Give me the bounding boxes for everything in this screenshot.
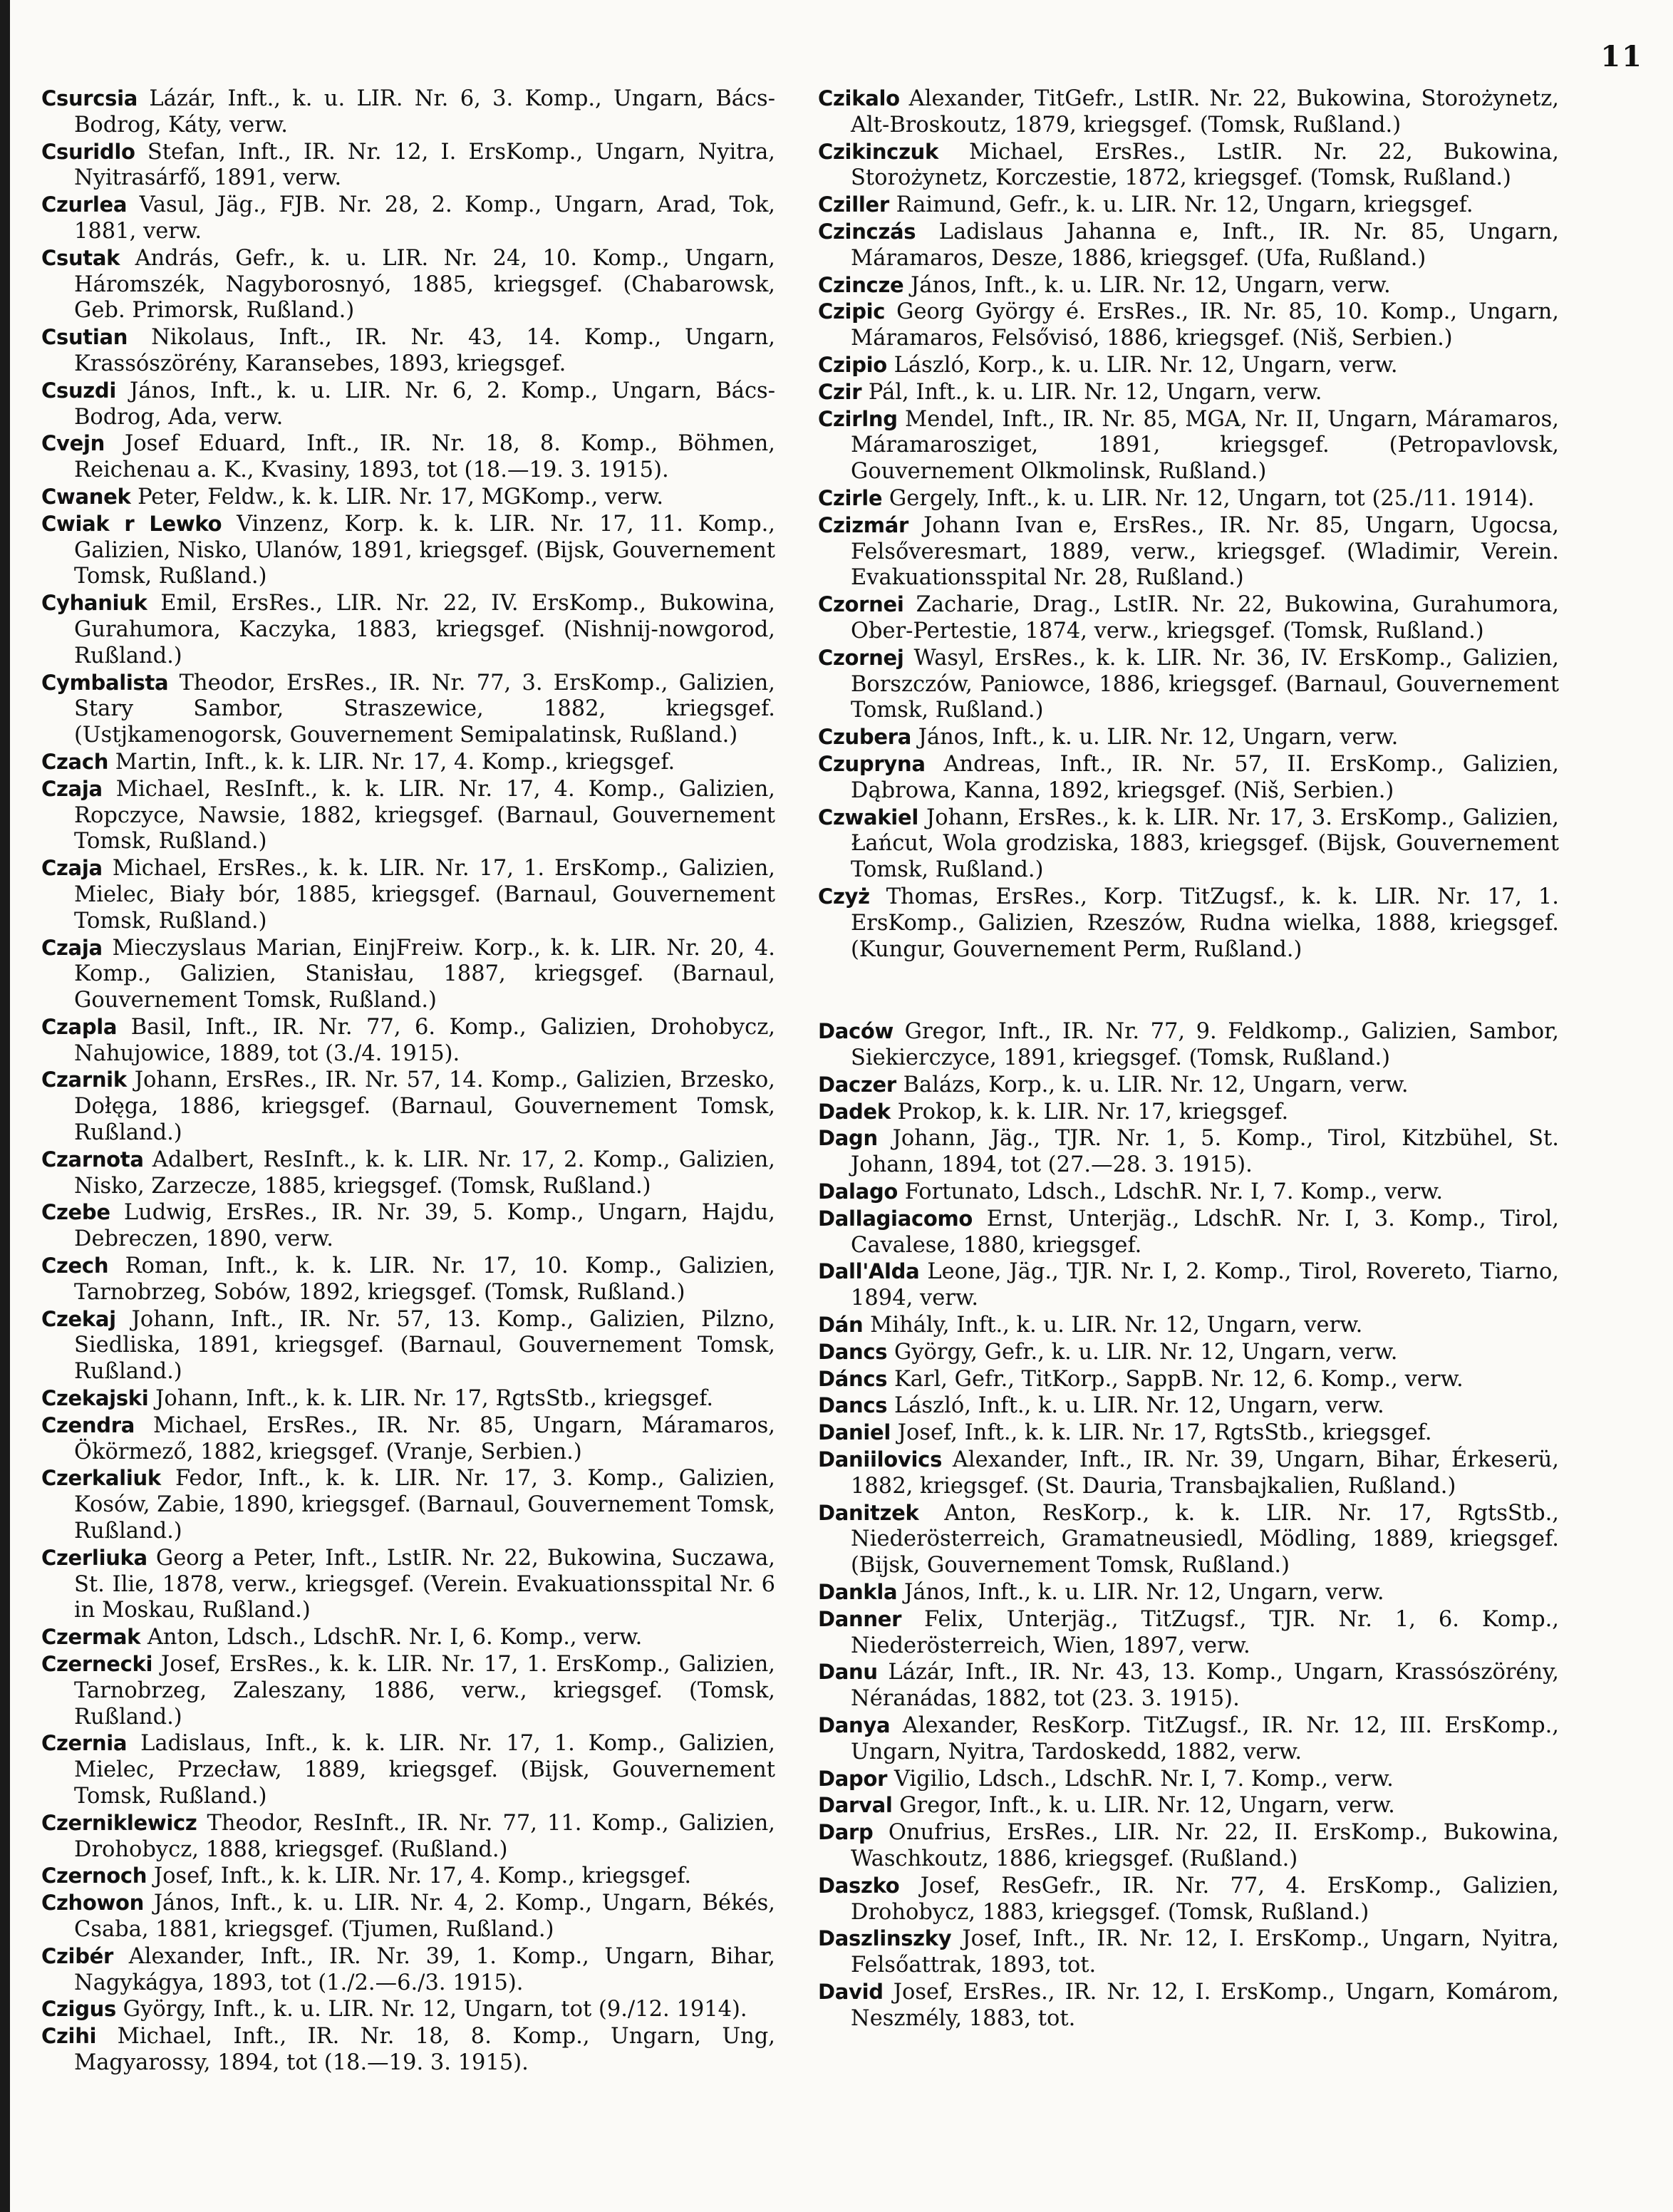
entry-surname: Czekajski [41,1386,149,1411]
entry-surname: Cymbalista [41,670,169,695]
entry-surname: Dagn [818,1126,878,1151]
entry-surname: Danner [818,1606,902,1631]
register-entry [818,1500,1559,1579]
register-entry [41,1306,775,1385]
entry-surname: Czizmár [818,512,908,537]
entry-details: Prokop, k. k. LIR. Nr. 17, kriegsgef. [897,1099,1289,1125]
entry-surname: Cwiak r Lewko [41,511,222,536]
entry-surname: Czendra [41,1412,135,1437]
page-number: 11 [1600,40,1643,73]
entry-details: Mihály, Inft., k. u. LIR. Nr. 12, Ungarn, verw. [870,1313,1363,1338]
entry-surname: Czerkaliuk [41,1466,161,1491]
entry-details: Andreas, Inft., IR. Nr. 57, II. ErsKomp., Galizien, Dąbrowa, Kanna, 1892, kriegsgef. (Niš, Serbien.) [851,751,1559,803]
entry-details: Karl, Gefr., TitKorp., SappB. Nr. 12, 6. Komp., verw. [894,1366,1464,1392]
entry-surname: Czernoch [41,1864,147,1888]
entry-surname: Daniel [818,1420,891,1445]
entry-surname: Daniilovics [818,1447,943,1472]
register-entry [818,1579,1559,1606]
entry-details: Vigilio, Ldsch., LdschR. Nr. I, 7. Komp., verw. [894,1766,1394,1792]
entry-details: György, Gefr., k. u. LIR. Nr. 12, Ungarn, verw. [894,1339,1398,1365]
register-entry [41,324,775,378]
entry-surname: Czincze [818,272,904,297]
register-entry [818,805,1559,884]
section-break [818,963,1559,1018]
entry-details: Lázár, Inft., IR. Nr. 43, 13. Komp., Ungarn, Krassószörény, Néranádas, 1882, tot (23. 3. 1915). [851,1660,1559,1712]
entry-details: Michael, Inft., IR. Nr. 18, 8. Komp., Ungarn, Ung, Magyarossy, 1894, tot (18.—19. 3. 1915). [74,2024,775,2075]
entry-details: Thomas, ErsRes., Korp. TitZugsf., k. k. LIR. Nr. 17, 1. ErsKomp., Galizien, Rzeszów, Rudna wielka, 1888, kriegsgef. (Kungur, Gouvernement Perm, Rußland.) [851,884,1559,962]
entry-details: Peter, Feldw., k. k. LIR. Nr. 17, MGKomp., verw. [138,484,664,510]
entry-surname: Czupryna [818,751,926,776]
register-entry [818,299,1559,352]
entry-surname: Czarnota [41,1147,144,1172]
entry-details: László, Inft., k. u. LIR. Nr. 12, Ungarn, verw. [894,1393,1384,1419]
entry-surname: Csutian [41,325,128,350]
entry-surname: Dán [818,1313,864,1338]
entry-surname: Czigus [41,1997,116,2022]
register-entry [41,192,775,245]
entry-surname: Czornei [818,592,904,617]
entry-details: Michael, ErsRes., LstIR. Nr. 22, Bukowina, Storożynetz, Korczestie, 1872, kriegsgef. (Tomsk, Rußland.) [851,139,1559,191]
register-entry [818,1125,1559,1179]
entry-surname: Dadek [818,1099,891,1124]
entry-surname: Czernia [41,1731,128,1756]
entry-surname: Czernecki [41,1652,153,1677]
register-entry [818,1659,1559,1712]
entry-surname: Csutak [41,245,120,270]
entry-surname: David [818,1979,884,2004]
register-entry [41,1014,775,1068]
entry-surname: Czaja [41,935,103,960]
entry-details: Johann Ivan e, ErsRes., IR. Nr. 85, Ungarn, Ugocsa, Felsőveresmart, 1889, verw., kriegsgef. (Wladimir, Verein. Evakuationsspital Nr. 28, Rußland.) [851,512,1559,591]
register-entry [818,1392,1559,1420]
entry-details: Lázár, Inft., k. u. LIR. Nr. 6, 3. Komp., Ungarn, Bács-Bodrog, Káty, verw. [74,86,775,138]
entry-details: Gregor, Inft., IR. Nr. 77, 9. Feldkomp., Galizien, Sambor, Siekierczyce, 1891, kriegsgef. (Tomsk, Rußland.) [851,1019,1559,1071]
entry-details: Josef, ErsRes., k. k. LIR. Nr. 17, 1. ErsKomp., Galizien, Tarnobrzeg, Zaleszany, 1886, verw., kriegsgef. (Tomsk, Rußland.) [74,1652,775,1730]
entry-surname: Csuzdi [41,378,116,403]
entry-surname: Czwakiel [818,805,918,830]
register-entry [818,751,1559,805]
entry-details: Nikolaus, Inft., IR. Nr. 43, 14. Komp., Ungarn, Krassószörény, Karansebes, 1893, kriegsgef. [74,325,775,376]
entry-surname: Cziller [818,192,889,217]
entry-details: Johann, Inft., k. k. LIR. Nr. 17, RgtsStb., kriegsgef. [155,1386,714,1412]
entry-surname: Dancs [818,1393,888,1418]
register-entry [818,1072,1559,1099]
register-entry [818,1366,1559,1393]
entry-surname: Dankla [818,1580,898,1605]
entry-details: Ladislaus, Inft., k. k. LIR. Nr. 17, 1. Komp., Galizien, Mielec, Przecław, 1889, kriegsgef. (Bijsk, Gouvernement Tomsk, Rußland.) [74,1731,775,1809]
entry-details: Johann, ErsRes., k. k. LIR. Nr. 17, 3. ErsKomp., Galizien, Łańcut, Wola grodziska, 1883, kriegsgef. (Bijsk, Gouvernement Tomsk, Rußland.) [851,805,1559,883]
entry-details: Vasul, Jäg., FJB. Nr. 28, 2. Komp., Ungarn, Arad, Tok, 1881, verw. [74,192,775,244]
entry-details: Georg György é. ErsRes., IR. Nr. 85, 10. Komp., Ungarn, Máramaros, Felsővisó, 1886, kriegsgef. (Niš, Serbien.) [851,299,1559,351]
entry-surname: Daszlinszky [818,1926,952,1951]
register-entry [41,1545,775,1624]
entry-surname: Czarnik [41,1068,127,1092]
entry-surname: Danya [818,1713,891,1738]
register-entry [41,1943,775,1997]
entry-surname: Czerliuka [41,1545,147,1570]
register-entry [41,855,775,934]
entry-surname: Czermak [41,1625,141,1650]
register-entry [41,1385,775,1412]
entry-details: Mendel, Inft., IR. Nr. 85, MGA, Nr. II, Ungarn, Máramaros, Máramarosziget, 1891, kriegsgef. (Petropavlovsk, Gouvernement Olkmolinsk, Rußland.) [851,406,1559,485]
register-entry [818,272,1559,299]
entry-surname: Daców [818,1019,894,1044]
entry-surname: Dapor [818,1766,888,1791]
entry-surname: Danitzek [818,1500,919,1525]
register-entry [818,591,1559,645]
register-entry [41,139,775,192]
register-entry [41,670,775,749]
register-entry [41,1624,775,1651]
entry-surname: Dalago [818,1179,898,1204]
entry-surname: Cwanek [41,484,131,509]
register-entry [41,1730,775,1809]
entry-details: János, Inft., k. u. LIR. Nr. 12, Ungarn, verw. [918,725,1399,750]
entry-surname: Czir [818,379,862,404]
entry-details: Fedor, Inft., k. k. LIR. Nr. 17, 3. Komp., Galizien, Kosów, Zabie, 1890, kriegsgef. (Barnaul, Gouvernement Tomsk, Rußland.) [74,1466,775,1544]
entry-details: Johann, Jäg., TJR. Nr. 1, 5. Komp., Tirol, Kitzbühel, St. Johann, 1894, tot (27.—28. 3. 1915). [851,1126,1559,1178]
entry-details: Roman, Inft., k. k. LIR. Nr. 17, 10. Komp., Galizien, Tarnobrzeg, Sobów, 1892, kriegsgef. (Tomsk, Rußland.) [74,1254,775,1305]
register-entry [41,1253,775,1306]
register-entry [41,1412,775,1466]
entry-details: Ladislaus Jahanna e, Inft., IR. Nr. 85, Ungarn, Máramaros, Desze, 1886, kriegsgef. (Ufa, Rußland.) [851,219,1559,271]
entry-details: Fortunato, Ldsch., LdschR. Nr. I, 7. Komp., verw. [904,1179,1444,1205]
entry-details: Josef Eduard, Inft., IR. Nr. 18, 8. Komp., Böhmen, Reichenau a. K., Kvasiny, 1893, tot (18.—19. 3. 1915). [74,431,776,483]
entry-surname: Darp [818,1820,874,1845]
entry-surname: Dallagiacomo [818,1206,973,1231]
entry-details: Anton, ResKorp., k. k. LIR. Nr. 17, RgtsStb., Niederösterreich, Gramatneusiedl, Mödling, 1889, kriegsgef. (Bijsk, Gouvernement Tomsk, Rußland.) [851,1500,1559,1578]
register-entry [41,590,775,669]
entry-details: Gergely, Inft., k. u. LIR. Nr. 12, Ungarn, tot (25./11. 1914). [889,485,1535,511]
entry-details: Josef, Inft., k. k. LIR. Nr. 17, RgtsStb., kriegsgef. [897,1420,1432,1446]
entry-details: Martin, Inft., k. k. LIR. Nr. 17, 4. Komp., kriegsgef. [115,749,675,775]
entry-surname: Czibér [41,1943,114,1968]
entry-details: Michael, ErsRes., k. k. LIR. Nr. 17, 1. ErsKomp., Galizien, Mielec, Biały bór, 1885, kriegsgef. (Barnaul, Gouvernement Tomsk, Rußland.) [74,856,775,934]
entry-surname: Czebe [41,1200,110,1225]
register-entry [818,406,1559,485]
entry-surname: Csuridlo [41,139,135,164]
register-entry [41,430,775,484]
register-entry [41,1890,775,1943]
register-entry [818,1979,1559,2032]
entry-details: Theodor, ErsRes., IR. Nr. 77, 3. ErsKomp., Galizien, Stary Sambor, Straszewice, 1882, kriegsgef. (Ustjkamenogorsk, Gouvernement Semipalatinsk, Rußland.) [74,670,775,748]
entry-details: Josef, Inft., IR. Nr. 12, I. ErsKomp., Ungarn, Nyitra, Felsőattrak, 1893, tot. [851,1926,1559,1978]
entry-details: László, Korp., k. u. LIR. Nr. 12, Ungarn, verw. [894,352,1398,378]
register-entry [818,352,1559,379]
entry-details: György, Inft., k. u. LIR. Nr. 12, Ungarn, tot (9./12. 1914). [123,1997,747,2022]
register-entry [818,1873,1559,1926]
register-entry [41,1147,775,1200]
entry-details: Alexander, Inft., IR. Nr. 39, Ungarn, Bihar, Érkeserü, 1882, kriegsgef. (St. Dauria, Transbajkalien, Rußland.) [851,1447,1560,1499]
register-entry [818,1420,1559,1447]
entry-details: János, Inft., k. u. LIR. Nr. 4, 2. Komp., Ungarn, Békés, Csaba, 1881, kriegsgef. (Tjumen, Rußland.) [74,1891,775,1942]
entry-surname: Czornej [818,645,904,670]
entry-surname: Czhowon [41,1891,144,1916]
entry-details: Georg a Peter, Inft., LstIR. Nr. 22, Bukowina, Suczawa, St. Ilie, 1878, verw., kriegsgef. (Verein. Evakuationsspital Nr. 6 in Moskau, Rußland.) [74,1545,775,1623]
entry-surname: Dall'Alda [818,1259,920,1284]
entry-surname: Dáncs [818,1366,888,1391]
entry-surname: Danu [818,1660,878,1685]
register-entry [41,776,775,855]
register-entry [818,1339,1559,1366]
register-entry [818,1206,1559,1259]
entry-details: Michael, ErsRes., IR. Nr. 85, Ungarn, Máramaros, Ökörmező, 1882, kriegsgef. (Vranje, Serbien.) [74,1412,775,1464]
entry-surname: Czech [41,1254,109,1278]
entry-details: Vinzenz, Korp. k. k. LIR. Nr. 17, 11. Komp., Galizien, Nisko, Ulanów, 1891, kriegsgef. (Bijsk, Gouvernement Tomsk, Rußland.) [74,511,775,589]
entry-details: Adalbert, ResInft., k. k. LIR. Nr. 17, 2. Komp., Galizien, Nisko, Zarzecze, 1885, kriegsgef. (Tomsk, Rußland.) [74,1147,775,1199]
entry-surname: Daszko [818,1873,900,1898]
register-entry [41,1199,775,1253]
entry-surname: Dancs [818,1339,888,1364]
entry-details: Ernst, Unterjäg., LdschR. Nr. I, 3. Komp., Tirol, Cavalese, 1880, kriegsgef. [851,1206,1560,1258]
entry-details: Stefan, Inft., IR. Nr. 12, I. ErsKomp., Ungarn, Nyitra, Nyitrasárfő, 1891, verw. [74,139,775,191]
entry-details: Ludwig, ErsRes., IR. Nr. 39, 5. Komp., Ungarn, Hajdu, Debreczen, 1890, verw. [74,1200,776,1252]
register-entry [41,1996,775,2023]
entry-details: Alexander, ResKorp. TitZugsf., IR. Nr. 12, III. ErsKomp., Ungarn, Nyitra, Tardoskedd, 1882, verw. [851,1713,1559,1764]
entry-details: Anton, Ldsch., LdschR. Nr. I, 6. Komp., verw. [147,1625,643,1650]
entry-surname: Czurlea [41,192,128,217]
entry-details: János, Inft., k. u. LIR. Nr. 12, Ungarn, verw. [904,1580,1384,1606]
entry-surname: Czaja [41,776,103,801]
entry-details: János, Inft., k. u. LIR. Nr. 12, Ungarn, verw. [911,272,1391,298]
entry-details: Balázs, Korp., k. u. LIR. Nr. 12, Ungarn, verw. [903,1072,1409,1097]
entry-surname: Darval [818,1793,893,1818]
register-entry [818,1792,1559,1819]
entry-details: Pál, Inft., k. u. LIR. Nr. 12, Ungarn, verw. [868,379,1322,405]
entry-surname: Cyhaniuk [41,591,147,616]
register-entry [818,1606,1559,1660]
register-entry [818,724,1559,751]
entry-surname: Czirlng [818,406,898,431]
entry-details: Mieczyslaus Marian, EinjFreiw. Korp., k. k. LIR. Nr. 20, 4. Komp., Galizien, Stanisłau, 1887, kriegsgef. (Barnaul, Gouvernement Tomsk, Rußland.) [74,935,775,1013]
right-column [818,86,1559,2032]
entry-surname: Czikalo [818,86,900,110]
register-entry [818,512,1559,591]
entry-details: Leone, Jäg., TJR. Nr. I, 2. Komp., Tirol, Rovereto, Tiarno, 1894, verw. [851,1259,1559,1311]
register-entry [41,484,775,511]
entry-details: Zacharie, Drag., LstIR. Nr. 22, Bukowina, Gurahumora, Ober-Pertestie, 1874, verw., kriegsgef. (Tomsk, Rußland.) [851,592,1559,644]
entry-details: Gregor, Inft., k. u. LIR. Nr. 12, Ungarn, verw. [899,1793,1395,1819]
register-entry [818,1447,1559,1500]
register-entry [818,1926,1559,1979]
register-entry [818,1018,1559,1072]
entry-surname: Csurcsia [41,86,138,110]
register-entry [41,245,775,324]
register-entry [818,884,1559,963]
register-entry [818,1712,1559,1766]
register-entry [818,1312,1559,1339]
register-entry [818,485,1559,512]
register-entry [818,86,1559,139]
entry-surname: Czihi [41,2024,97,2049]
entry-surname: Czipio [818,352,887,377]
register-entry [818,645,1559,724]
entry-details: Josef, Inft., k. k. LIR. Nr. 17, 4. Komp., kriegsgef. [153,1864,692,1889]
entry-surname: Czyż [818,884,870,909]
entry-surname: Czaja [41,856,103,881]
register-entry [818,192,1559,219]
register-entry [818,1259,1559,1312]
entry-details: Josef, ResGefr., IR. Nr. 77, 4. ErsKomp., Galizien, Drohobycz, 1883, kriegsgef. (Tomsk, Rußland.) [851,1873,1559,1925]
entry-details: Raimund, Gefr., k. u. LIR. Nr. 12, Ungarn, kriegsgef. [896,192,1473,218]
register-entry [41,1810,775,1864]
entry-details: Wasyl, ErsRes., k. k. LIR. Nr. 36, IV. ErsKomp., Galizien, Borszczów, Paniowce, 1886, kriegsgef. (Barnaul, Gouvernement Tomsk, Rußland.) [851,645,1559,723]
entry-surname: Czinczás [818,219,916,244]
register-entry [41,1863,775,1890]
entry-surname: Cvejn [41,431,105,456]
register-entry [41,378,775,431]
entry-details: Josef, ErsRes., IR. Nr. 12, I. ErsKomp., Ungarn, Komárom, Neszmély, 1883, tot. [851,1979,1560,2031]
register-entry [818,1819,1559,1873]
page-binding-edge [0,0,10,2212]
entry-details: Theodor, ResInft., IR. Nr. 77, 11. Komp., Galizien, Drohobycz, 1888, kriegsgef. (Rußland.) [74,1810,775,1862]
entry-details: Johann, Inft., IR. Nr. 57, 13. Komp., Galizien, Pilzno, Siedliska, 1891, kriegsgef. (Barnaul, Gouvernement Tomsk, Rußland.) [74,1306,775,1385]
register-entry [818,1766,1559,1793]
register-entry [41,86,775,139]
entry-details: András, Gefr., k. u. LIR. Nr. 24, 10. Komp., Ungarn, Háromszék, Nagyborosnyó, 1885, kriegsgef. (Chabarowsk, Geb. Primorsk, Rußland.) [74,245,775,324]
register-entry [41,2023,775,2077]
entry-details: Felix, Unterjäg., TitZugsf., TJR. Nr. 1, 6. Komp., Niederösterreich, Wien, 1897, verw. [851,1606,1559,1658]
register-entry [41,1067,775,1146]
entry-details: Johann, ErsRes., IR. Nr. 57, 14. Komp., Galizien, Brzesko, Dołęga, 1886, kriegsgef. (Barnaul, Gouvernement Tomsk, Rußland.) [74,1068,775,1146]
register-entry [818,219,1559,272]
entry-surname: Daczer [818,1072,896,1097]
entry-surname: Czirle [818,485,883,510]
register-entry [818,379,1559,406]
entry-surname: Czipic [818,299,886,324]
register-entry [41,511,775,590]
register-entry [41,935,775,1014]
entry-details: János, Inft., k. u. LIR. Nr. 6, 2. Komp., Ungarn, Bács-Bodrog, Ada, verw. [74,378,776,430]
entry-surname: Czapla [41,1014,118,1039]
entry-surname: Czubera [818,725,912,750]
entry-details: Alexander, Inft., IR. Nr. 39, 1. Komp., Ungarn, Bihar, Nagykágya, 1893, tot (1./2.—6./3. 1915). [74,1943,775,1995]
register-entry [41,1651,775,1730]
entry-surname: Czekaj [41,1306,116,1331]
register-entry [41,1465,775,1544]
entry-details: Onufrius, ErsRes., LIR. Nr. 22, II. ErsKomp., Bukowina, Waschkoutz, 1886, kriegsgef. (Rußland.) [851,1820,1559,1871]
register-entry [818,139,1559,192]
entry-details: Basil, Inft., IR. Nr. 77, 6. Komp., Galizien, Drohobycz, Nahujowice, 1889, tot (3./4. 1915). [74,1014,775,1066]
entry-details: Michael, ResInft., k. k. LIR. Nr. 17, 4. Komp., Galizien, Ropczyce, Nawsie, 1882, kriegsgef. (Barnaul, Gouvernement Tomsk, Rußland.) [74,776,775,854]
entry-surname: Czerniklewicz [41,1810,197,1835]
register-entry [818,1179,1559,1206]
entry-surname: Czach [41,749,109,774]
left-column [41,86,775,2077]
register-entry [41,749,775,776]
entry-details: Emil, ErsRes., LIR. Nr. 22, IV. ErsKomp., Bukowina, Gurahumora, Kaczyka, 1883, kriegsgef. (Nishnij-nowgorod, Rußland.) [74,591,775,668]
entry-surname: Czikinczuk [818,139,938,164]
register-entry [818,1099,1559,1126]
entry-details: Alexander, TitGefr., LstIR. Nr. 22, Bukowina, Storożynetz, Alt-Broskoutz, 1879, kriegsgef. (Tomsk, Rußland.) [851,86,1559,138]
